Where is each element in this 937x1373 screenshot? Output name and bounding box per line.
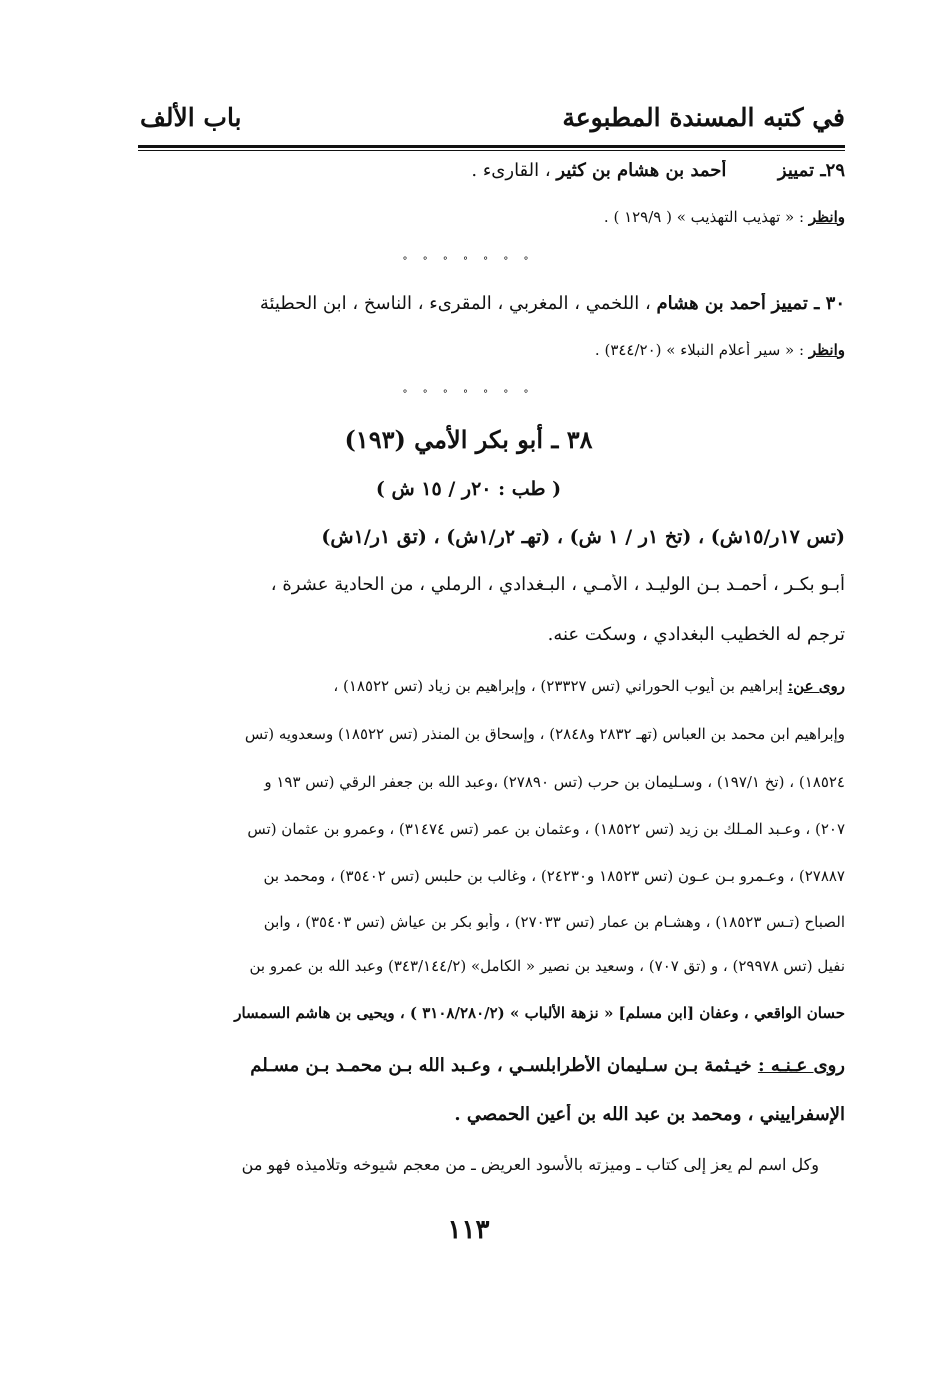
narrated-by-line-1 bbox=[135, 1055, 845, 1076]
entry-30-label: ٣٠ ـ تمييز bbox=[771, 293, 845, 314]
entry-29-ref-text: : « تهذيب التهذيب » ( ١٢٩/٩ ) . bbox=[603, 208, 805, 226]
entry-30-line bbox=[135, 293, 845, 314]
entry-38-intro-line-1: أبـو بكـر ، أحمـد بـن الوليـد ، الأمـي ، البـغدادي ، الرملي ، من الحادية عشرة ، bbox=[270, 574, 845, 595]
entry-30-name: أحمد بن هشام bbox=[656, 293, 766, 314]
entry-29-line bbox=[135, 160, 845, 181]
narrated-from-line-2: وإبراهيم ابن محمد بن العباس (تهـ ٢٨٣٢ و٢٨٤٨) ، وإسحاق بن المنذر (تس ١٨٥٢٢) وسعدويه (تس bbox=[244, 725, 845, 743]
narrated-from-text-1: إبراهيم بن أيوب الحوراني (تس ٢٣٣٢٧) ، وإبراهيم بن زياد (تس ١٨٥٢٢) ، bbox=[333, 677, 783, 695]
entry-38-title: ٣٨ ـ أبو بكر الأمي (١٩٣) bbox=[344, 425, 593, 454]
narrated-by-text-1: خيـثمة بـن سـليمان الأطرابلسـي ، وعـبد الله بـن محمـد بـن مسـلم bbox=[250, 1055, 752, 1076]
header-rule-thin bbox=[138, 150, 845, 151]
entry-30-reference bbox=[135, 341, 845, 359]
narrated-by-label: روى عـنـه : bbox=[757, 1055, 845, 1076]
entry-38-intro-line-2: ترجم له الخطيب البغدادي ، وسكت عنه. bbox=[547, 624, 845, 645]
entry-30-ref-text: : « سير أعلام النبلاء » (٣٤٤/٢٠) . bbox=[594, 341, 805, 359]
narrated-from-line-4: ٢٠٧) ، وعـبد المـلك بن زيد (تس ١٨٥٢٢) ، وعثمان بن عمر (تس ٣١٤٧٤) ، وعمرو بن عثمان (تس bbox=[247, 820, 845, 838]
header-rule-thick bbox=[138, 145, 845, 148]
entry-30-rest: ، اللخمي ، المغربي ، المقرىء ، الناسخ ، ابن الحطيئة bbox=[259, 293, 651, 314]
entry-29-label: ٢٩ـ تمييز bbox=[777, 160, 845, 181]
narrated-from-line-8: حسان الواقعي ، وعفان [ابن مسلم] « نزهة الألباب » (٣١٠٨/٢٨٠/٢ ) ، ويحيى بن هاشم السمسار bbox=[234, 1004, 845, 1022]
header-chapter-title: باب الألف bbox=[140, 102, 242, 132]
entry-29-name: أحمد بن هشام بن كثير bbox=[556, 160, 727, 181]
page-number: ١١٣ bbox=[447, 1215, 490, 1245]
narrated-from-label: روى عن: bbox=[787, 677, 845, 695]
narrated-from-line-7: نفيل (تس ٢٩٩٧٨) ، و (تق ٧٠٧) ، وسعيد بن نصير « الكامل» (٣٤٣/١٤٤/٢) وعبد الله بن عمرو بن bbox=[249, 957, 845, 975]
header-book-title: في كتبه المسندة المطبوعة bbox=[562, 102, 845, 132]
entry-30-ref-label: وانظر bbox=[808, 341, 845, 359]
narrated-from-line-6: الصباح (تـس ١٨٥٢٣) ، وهشـام بن عمار (تس ٢٧٠٣٣) ، وأبو بكر بن عياش (تس ٣٥٤٠٣) ، وابن bbox=[263, 913, 845, 931]
narrated-from-line-3: ١٨٥٢٤) ، (تخ ١٩٧/١) ، وسـليمان بن حرب (تس ٢٧٨٩٠) ،وعبد الله بن جعفر الرقي (تس ١٩٣ و bbox=[264, 773, 845, 791]
separator-1: ° ° ° ° ° ° ° bbox=[402, 256, 535, 267]
entry-38-codes: (تس ١٧ر/١٥ش) ، (تخ ١ر / ١ ش) ، (تهـ ٢ر/١ش) ، (تق ١ر/١ش) bbox=[321, 526, 845, 548]
separator-2: ° ° ° ° ° ° ° bbox=[402, 389, 535, 400]
narrated-by-line-2: الإسفراييني ، ومحمد بن عبد الله بن أعين الحمصي . bbox=[454, 1104, 845, 1125]
page-header bbox=[140, 92, 845, 142]
narrated-from-line-1 bbox=[135, 677, 845, 695]
footer-note: وكل اسم لم يعز إلى كتاب ـ وميزته بالأسود العريض ـ من معجم شيوخه وتلاميذه فهو من bbox=[241, 1155, 819, 1174]
entry-29-ref-label: وانظر bbox=[808, 208, 845, 226]
narrated-from-line-5: ٢٧٨٨٧) ، وعـمرو بـن عـون (تس ١٨٥٢٣ و٢٤٢٣٠) ، وغالب بن حلبس (تس ٣٥٤٠٢) ، ومحمد بن bbox=[263, 867, 845, 885]
entry-38-subtitle: ( طب : ٢٠ر / ١٥ ش ) bbox=[375, 478, 562, 500]
entry-29-reference bbox=[135, 208, 845, 226]
entry-29-rest: ، القارىء . bbox=[471, 160, 551, 181]
